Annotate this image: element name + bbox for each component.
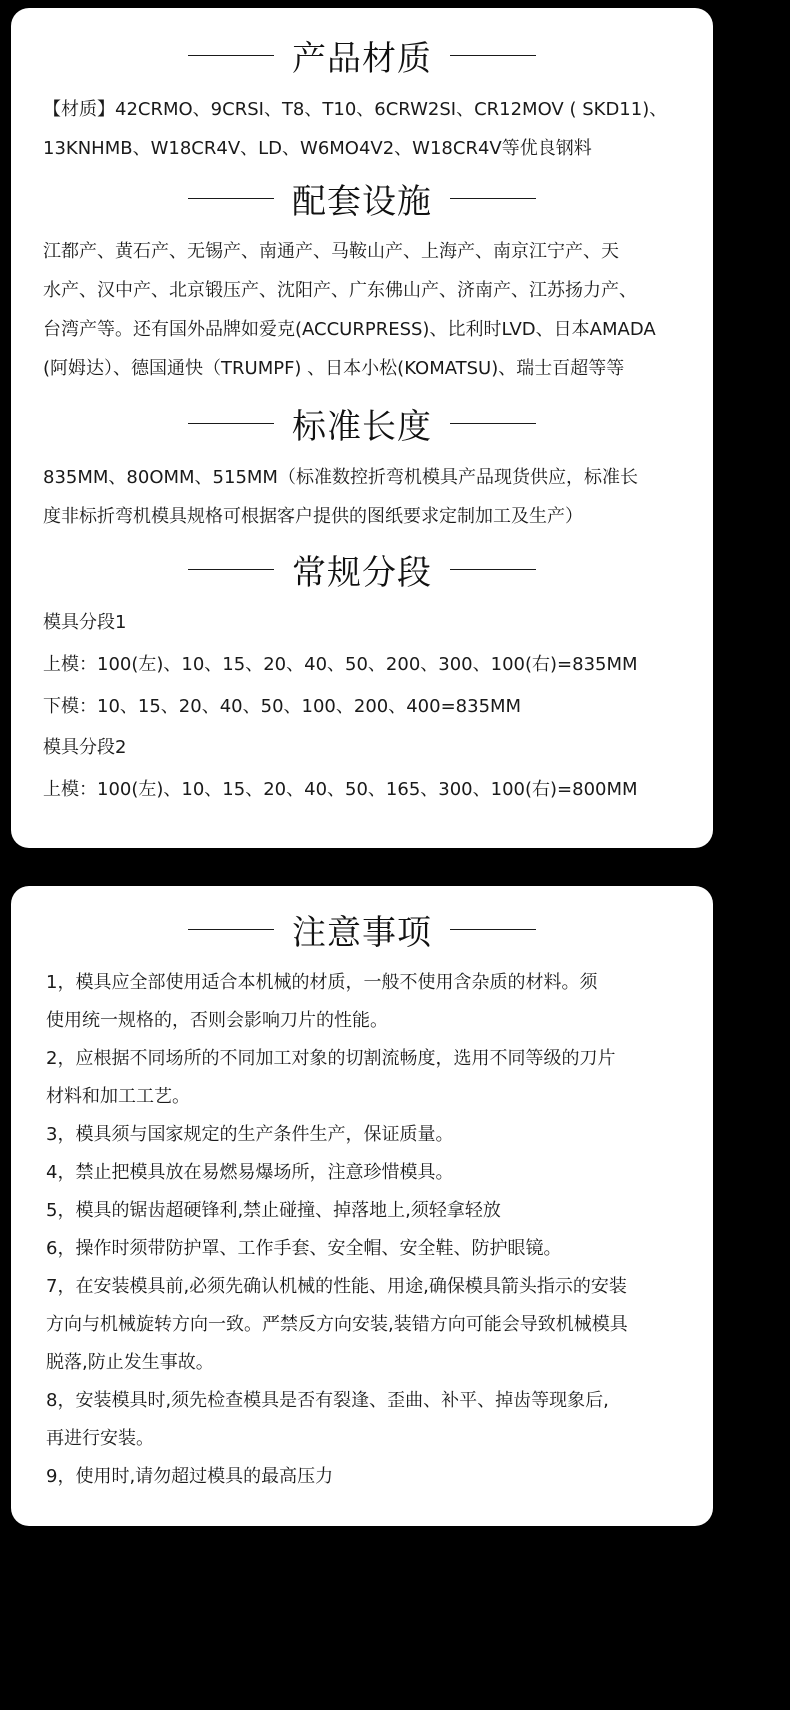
note-line: 再进行安装。 <box>46 1428 154 1449</box>
note-line: 9，使用时,请勿超过模具的最高压力 <box>46 1466 334 1487</box>
notes-list <box>46 964 695 1496</box>
note-line: 2，应根据不同场所的不同加工对象的切割流畅度，选用不同等级的刀片 <box>46 1048 616 1069</box>
note-line: 5，模具的锯齿超硬锋利,禁止碰撞、掉落地上,须轻拿轻放 <box>46 1200 501 1221</box>
note-line: 脱落,防止发生事故。 <box>46 1352 214 1373</box>
section-title-segments: 常规分段 <box>292 552 432 593</box>
length-text <box>43 458 695 536</box>
divider-left <box>188 929 274 930</box>
material-line: 【材质】42CRMO、9CRSI、T8、T10、6CRW2SI、CR12MOV ( SKD11)、 <box>43 99 668 120</box>
material-text <box>43 90 695 168</box>
facilities-line: 台湾产等。还有国外品牌如爱克(ACCURPRESS)、比利时LVD、日本AMADA <box>43 319 656 340</box>
section-header-facilities <box>11 174 713 222</box>
divider-right <box>450 198 536 199</box>
divider-right <box>450 929 536 930</box>
segment-group-1-label: 模具分段1 <box>43 612 127 633</box>
length-line: 835MM、80OMM、515MM（标准数控折弯机模具产品现货供应，标准长 <box>43 467 638 488</box>
segment-upper-2: 上模：100(左)、10、15、20、40、50、165、300、100(右)=800MM <box>43 779 638 800</box>
facilities-line: 江都产、黄石产、无锡产、南通产、马鞍山产、上海产、南京江宁产、天 <box>43 241 619 262</box>
section-header-material <box>11 31 713 79</box>
divider-left <box>188 569 274 570</box>
section-title-facilities: 配套设施 <box>292 181 432 222</box>
length-line: 度非标折弯机模具规格可根据客户提供的图纸要求定制加工及生产） <box>43 506 583 527</box>
notes-card <box>11 886 713 1526</box>
section-title-length: 标准长度 <box>292 406 432 447</box>
spec-card <box>11 8 713 848</box>
note-line: 3，模具须与国家规定的生产条件生产，保证质量。 <box>46 1124 454 1145</box>
divider-right <box>450 55 536 56</box>
section-header-length <box>11 399 713 447</box>
note-line: 7，在安装模具前,必须先确认机械的性能、用途,确保模具箭头指示的安装 <box>46 1276 627 1297</box>
note-line: 4，禁止把模具放在易燃易爆场所，注意珍惜模具。 <box>46 1162 454 1183</box>
section-title-notes: 注意事项 <box>292 912 432 953</box>
facilities-line: 水产、汉中产、北京锻压产、沈阳产、广东佛山产、济南产、江苏扬力产、 <box>43 280 637 301</box>
material-line: 13KNHMB、W18CR4V、LD、W6MO4V2、W18CR4V等优良钢料 <box>43 138 592 159</box>
note-line: 使用统一规格的，否则会影响刀片的性能。 <box>46 1010 388 1031</box>
facilities-line: (阿姆达）、德国通快（TRUMPF) 、日本小松(KOMATSU)、瑞士百超等等 <box>43 358 625 379</box>
note-line: 方向与机械旋转方向一致。严禁反方向安装,装错方向可能会导致机械模具 <box>46 1314 628 1335</box>
divider-right <box>450 423 536 424</box>
divider-left <box>188 55 274 56</box>
section-header-segments <box>11 545 713 593</box>
divider-right <box>450 569 536 570</box>
note-line: 6，操作时须带防护罩、工作手套、安全帽、安全鞋、防护眼镜。 <box>46 1238 562 1259</box>
divider-left <box>188 423 274 424</box>
divider-left <box>188 198 274 199</box>
section-title-material: 产品材质 <box>292 38 432 79</box>
segment-lower-1: 下模：10、15、20、40、50、100、200、400=835MM <box>43 696 522 717</box>
note-line: 1，模具应全部使用适合本机械的材质，一般不使用含杂质的材料。须 <box>46 972 598 993</box>
facilities-text <box>43 232 695 388</box>
section-header-notes <box>11 905 713 953</box>
note-line: 8，安装模具时,须先检查模具是否有裂逢、歪曲、补平、掉齿等现象后, <box>46 1390 609 1411</box>
note-line: 材料和加工工艺。 <box>46 1086 190 1107</box>
segment-upper-1: 上模：100(左)、10、15、20、40、50、200、300、100(右)=835MM <box>43 654 638 675</box>
segment-group-2-label: 模具分段2 <box>43 737 127 758</box>
